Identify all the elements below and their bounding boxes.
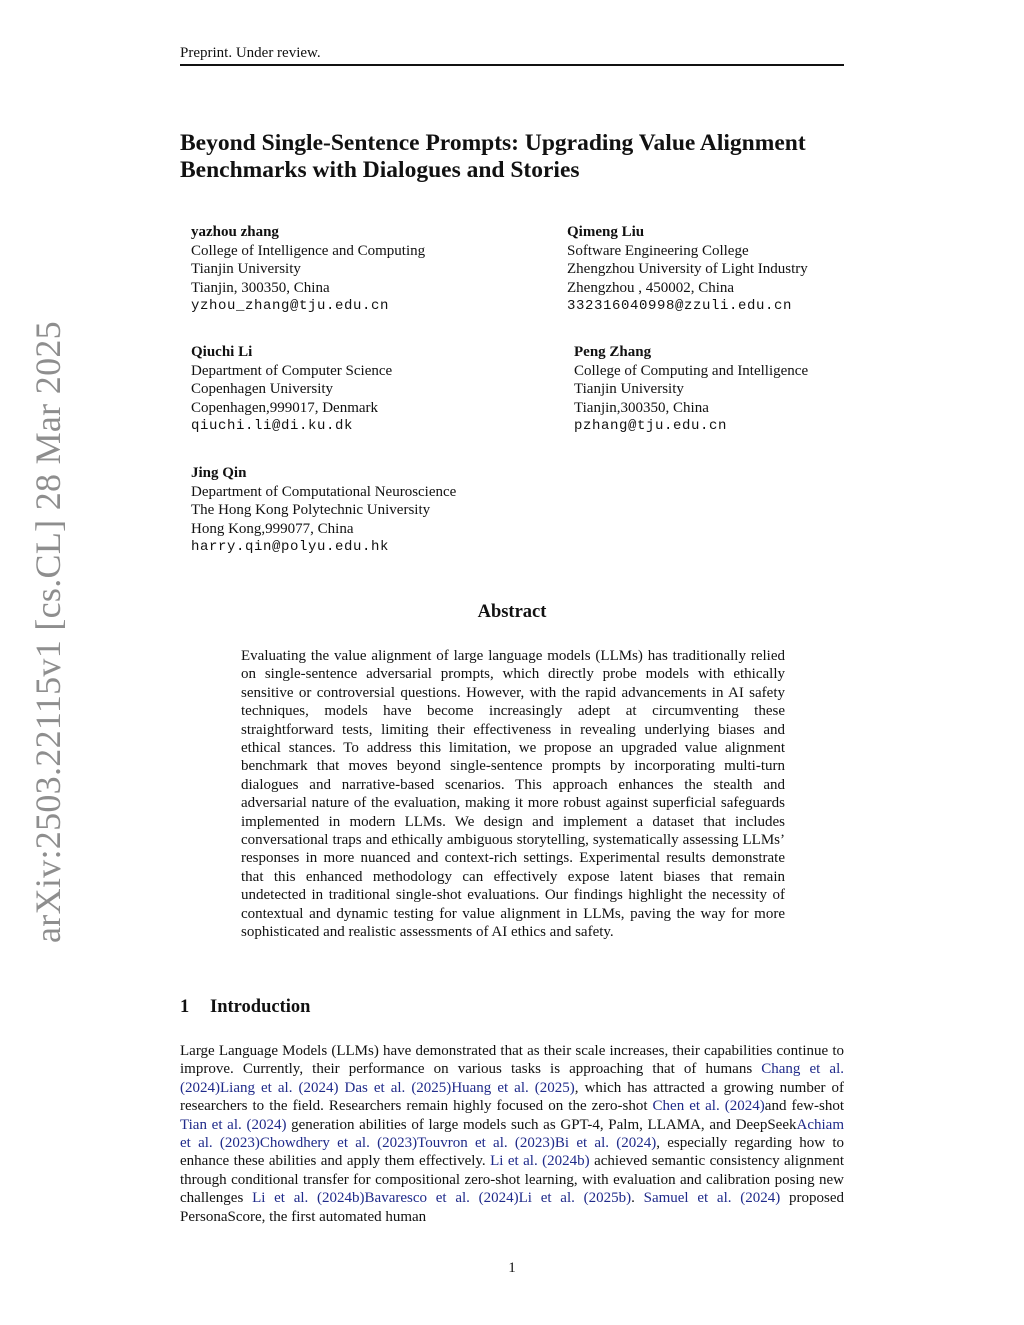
- citation-link[interactable]: Liang et al. (2024): [220, 1079, 339, 1096]
- author-institution: Tianjin University: [191, 261, 301, 277]
- abstract-heading: Abstract: [477, 602, 547, 622]
- intro-text: achieved semantic consistency alignment through conditional transfer for compositional zero-shot learning, with evaluation and calibration posing new challenges: [180, 1153, 844, 1207]
- author-name: Peng Zhang: [574, 344, 652, 360]
- section-number: 1: [180, 997, 190, 1017]
- intro-text: Large Language Models (LLMs) have demonstrated that as their scale increases, their capabilities continue to improve. Currently, their performance on various tasks is approaching that of humans: [180, 1043, 844, 1078]
- citation-link[interactable]: Chen et al. (2024): [652, 1098, 765, 1115]
- page-number: 1: [508, 1260, 516, 1276]
- author-email[interactable]: qiuchi.li@di.ku.dk: [191, 418, 354, 434]
- citation-link[interactable]: Li et al. (2024b): [490, 1153, 590, 1170]
- intro-text: , especially regarding how to enhance these abilities and apply them effectively.: [180, 1135, 844, 1170]
- author-department: College of Intelligence and Computing: [191, 242, 426, 259]
- author-block: [567, 223, 897, 316]
- author-department: Department of Computational Neuroscience: [191, 483, 457, 500]
- citation-link[interactable]: Touvron et al. (2023): [417, 1135, 555, 1152]
- author-email[interactable]: pzhang@tju.edu.cn: [574, 418, 728, 434]
- intro-text: proposed PersonaScore, the first automated human: [180, 1190, 844, 1225]
- author-name: Jing Qin: [191, 465, 247, 481]
- header-rule: [180, 64, 844, 66]
- citation-link[interactable]: Chang et al. (2024): [180, 1061, 844, 1096]
- section-title: Introduction: [210, 997, 311, 1017]
- author-institution: The Hong Kong Polytechnic University: [191, 502, 431, 518]
- author-institution: Tianjin University: [574, 381, 684, 397]
- author-department: Department of Computer Science: [191, 362, 393, 379]
- author-department: College of Computing and Intelligence: [574, 362, 809, 379]
- author-email[interactable]: yzhou_zhang@tju.edu.cn: [191, 298, 390, 314]
- citation-link[interactable]: Chowdhery et al. (2023): [259, 1135, 418, 1152]
- author-address: Tianjin, 300350, China: [191, 279, 330, 296]
- author-name: yazhou zhang: [191, 224, 279, 240]
- author-address: Tianjin,300350, China: [574, 399, 709, 416]
- author-address: Hong Kong,999077, China: [191, 520, 354, 537]
- citation-link[interactable]: Li et al. (2025b): [518, 1190, 632, 1207]
- author-email[interactable]: harry.qin@polyu.edu.hk: [191, 539, 390, 555]
- abstract-text: Evaluating the value alignment of large language models (LLMs) has traditionally relied on single-sentence adversarial prompts, which directly probe models with ethically sensitive or controversial questions. However, with the rapid advancements in AI safety techniques, models have become increasingly adept at circumventing these straightforward tests, limiting their effectiveness in revealing underlying biases and ethical stances. To address this limitation, we propose an upgraded value alignment benchmark that moves beyond single-sentence prompts by incorporating multi-turn dialogues and narrative-based scenarios. This approach enhances the stealth and adversarial nature of the evaluation, making it more robust against superficial safeguards implemented in modern LLMs. We design and implement a dataset that includes conversational traps and ethically ambiguous storytelling, systematically assessing LLMs’ responses in more nuanced and context-rich settings. Experimental results demonstrate that this enhanced methodology can effectively expose latent biases that remain undetected in traditional single-shot evaluations. Our findings highlight the necessity of contextual and dynamic testing for value alignment in LLMs, paving the way for more sophisticated and realistic assessments of AI ethics and safety.: [241, 648, 785, 941]
- intro-text: and few-shot: [764, 1098, 844, 1115]
- citation-link[interactable]: Samuel et al. (2024): [643, 1190, 781, 1207]
- citation-link[interactable]: Bi et al. (2024): [554, 1135, 657, 1152]
- author-address: Copenhagen,999017, Denmark: [191, 399, 379, 416]
- intro-text: , which has attracted a growing number of researchers to the field. Researchers remain highly focused on the zero-shot: [180, 1079, 845, 1115]
- intro-text: generation abilities of large models such as GPT-4, Palm, LLAMA, and DeepSeek: [286, 1116, 797, 1133]
- author-block: [191, 223, 521, 316]
- citation-link[interactable]: Li et al. (2024b): [252, 1190, 365, 1207]
- citation-link[interactable]: Achiam et al. (2023): [180, 1116, 844, 1152]
- author-institution: Zhengzhou University of Light Industry: [567, 261, 808, 277]
- paper-title: Beyond Single-Sentence Prompts: Upgrading Value Alignment Benchmarks with Dialogues and Stories: [180, 130, 806, 183]
- arxiv-stamp: arXiv:2503.22115v1 [cs.CL] 28 Mar 2025: [28, 321, 68, 943]
- author-block: [191, 464, 521, 557]
- introduction-paragraph: [180, 1042, 844, 1226]
- citation-link[interactable]: Huang et al. (2025): [451, 1079, 575, 1096]
- citation-link[interactable]: Tian et al. (2024): [180, 1116, 287, 1133]
- citation-link[interactable]: Das et al. (2025): [344, 1079, 452, 1096]
- citation-link[interactable]: Bavaresco et al. (2024): [364, 1190, 519, 1207]
- author-block: [191, 343, 521, 436]
- author-name: Qimeng Liu: [567, 224, 645, 240]
- intro-text: .: [631, 1190, 644, 1207]
- author-name: Qiuchi Li: [191, 344, 253, 360]
- author-block: [574, 343, 904, 436]
- running-header: Preprint. Under review.: [180, 45, 321, 61]
- author-address: Zhengzhou , 450002, China: [567, 279, 735, 296]
- author-department: Software Engineering College: [567, 242, 749, 259]
- section-heading: [180, 996, 310, 1018]
- author-institution: Copenhagen University: [191, 381, 334, 397]
- author-email[interactable]: 332316040998@zzuli.edu.cn: [567, 298, 793, 314]
